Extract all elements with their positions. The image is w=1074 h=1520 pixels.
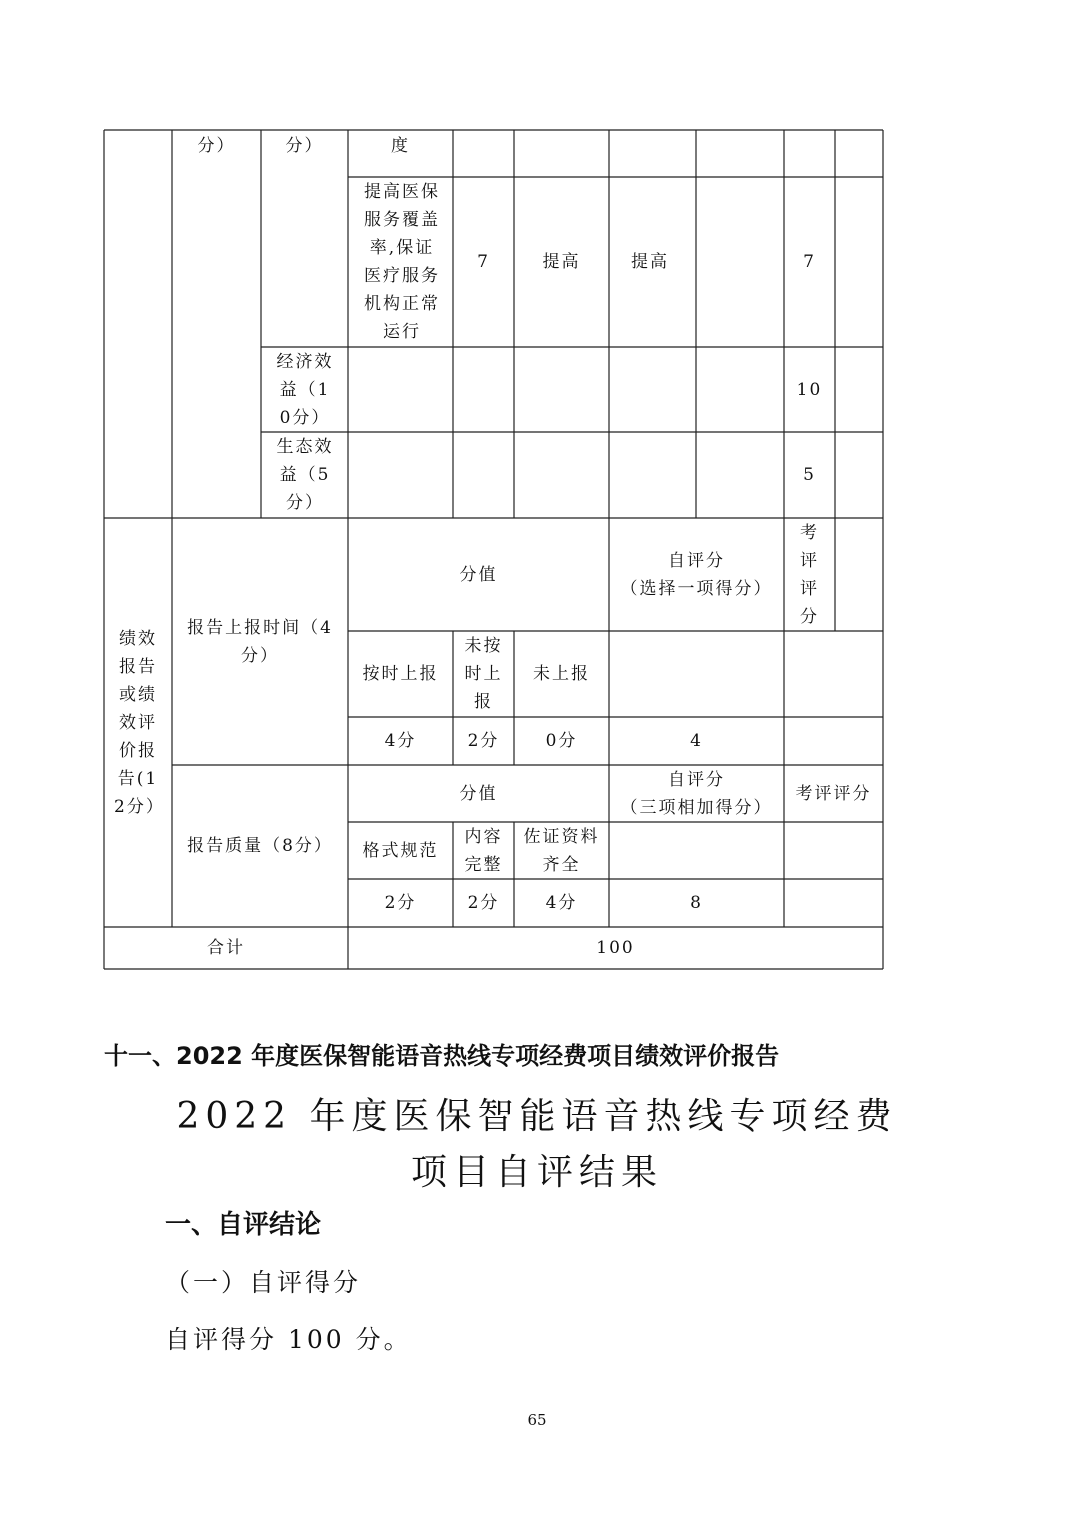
quality-review-header: 考评评分	[795, 783, 872, 804]
timeliness-option-none: 未上报	[533, 664, 590, 684]
eco-benefit-label: 生态效益（5分）	[276, 437, 334, 513]
timeliness-points-late: 2分	[467, 731, 500, 751]
indicator-score: 7	[477, 252, 490, 272]
timeliness-points-ontime: 4分	[384, 731, 417, 751]
report-title-line2: 项目自评结果	[410, 1152, 663, 1193]
cont-cell-col3: 分）	[285, 136, 324, 156]
timeliness-value-header: 分值	[459, 564, 498, 585]
quality-label: 报告质量（8分）	[187, 836, 333, 856]
quality-option-content: 内容完整	[464, 826, 503, 875]
page-number: 65	[527, 1411, 547, 1429]
section-heading-conclusion: 一、自评结论	[165, 1210, 322, 1240]
total-label: 合计	[207, 938, 245, 958]
quality-value-header: 分值	[459, 783, 498, 804]
timeliness-label: 报告上报时间（4分）	[187, 617, 333, 666]
indicator-target: 提高	[542, 252, 581, 272]
quality-option-format: 格式规范	[362, 840, 439, 861]
quality-option-evidence: 佐证资料齐全	[523, 826, 600, 875]
economic-benefit-self-score: 10	[796, 379, 823, 400]
quality-points-content: 2分	[467, 893, 500, 913]
timeliness-self-score: 4	[690, 731, 703, 751]
quality-points-evidence: 4分	[545, 893, 578, 913]
quality-points-format: 2分	[384, 893, 417, 913]
report-category-label: 绩效报告或绩效评价报告(12分）	[114, 628, 165, 817]
report-title-line1: 2022 年度医保智能语音热线专项经费	[176, 1096, 898, 1137]
timeliness-points-none: 0分	[545, 731, 578, 751]
cont-cell-col2: 分）	[197, 136, 236, 156]
timeliness-review-header: 考评评分	[800, 522, 819, 627]
subsection-heading-score: （一）自评得分	[165, 1268, 362, 1297]
eco-benefit-self-score: 5	[803, 465, 816, 485]
indicator-actual: 提高	[631, 252, 669, 272]
report-heading: 十一、2022 年度医保智能语音热线专项经费项目绩效评价报告	[104, 1042, 780, 1070]
indicator-medical-coverage: 提高医保服务覆盖率,保证医疗服务机构正常运行	[364, 182, 440, 342]
timeliness-self-header: 自评分 （选择一项得分）	[620, 550, 773, 599]
score-paragraph: 自评得分 100 分。	[165, 1325, 412, 1354]
quality-self-header: 自评分 （三项相加得分）	[620, 769, 773, 818]
timeliness-option-ontime: 按时上报	[362, 664, 439, 684]
cont-cell-col4: 度	[391, 136, 410, 156]
quality-self-score: 8	[690, 893, 703, 913]
economic-benefit-label: 经济效益（10分）	[276, 351, 334, 428]
indicator-self-score: 7	[803, 252, 816, 272]
total-value: 100	[596, 938, 635, 958]
timeliness-option-late: 未按时上报	[464, 636, 503, 712]
